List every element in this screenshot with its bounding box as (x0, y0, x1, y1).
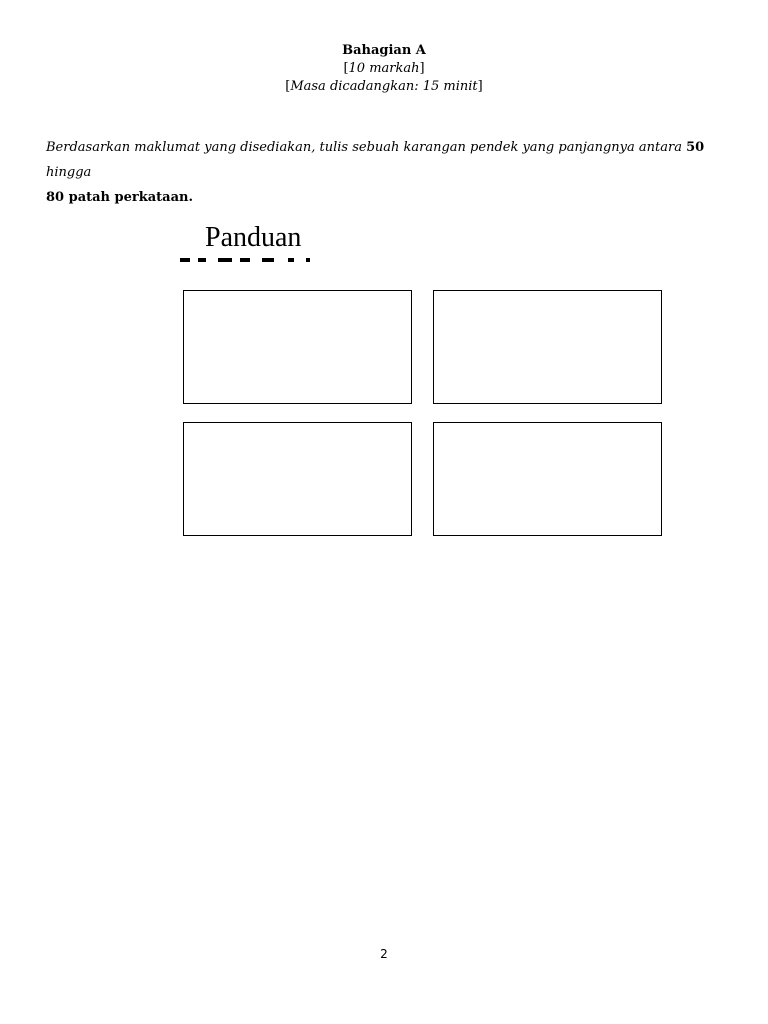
instruction-bold2: 80 patah perkataan. (46, 190, 194, 205)
section-header (0, 42, 768, 96)
time-line (0, 78, 768, 96)
instruction-bold1: 50 (686, 140, 705, 155)
guide-box-top-right (433, 290, 662, 404)
instruction-part2: hingga (46, 165, 92, 180)
time-close-bracket: ] (477, 79, 483, 94)
marks-close-bracket: ] (419, 61, 425, 76)
guide-box-bottom-left (183, 422, 412, 536)
marks-line (0, 60, 768, 78)
guide-title: Panduan (205, 222, 302, 253)
instruction-part1: Berdasarkan maklumat yang disediakan, tulis sebuah karangan pendek yang panjangnya antara (46, 140, 687, 155)
section-title: Bahagian A (342, 43, 426, 58)
guide-box-top-left (183, 290, 412, 404)
marks-open-bracket: [ (343, 61, 349, 76)
time-open-bracket: [ (285, 79, 291, 94)
guide-box-bottom-right (433, 422, 662, 536)
marks-text: 10 markah (348, 61, 420, 76)
instruction-text (46, 135, 736, 210)
time-text: Masa dicadangkan: 15 minit (290, 79, 478, 94)
page-number: 2 (380, 947, 388, 961)
clipped-text-fragment (178, 258, 318, 264)
